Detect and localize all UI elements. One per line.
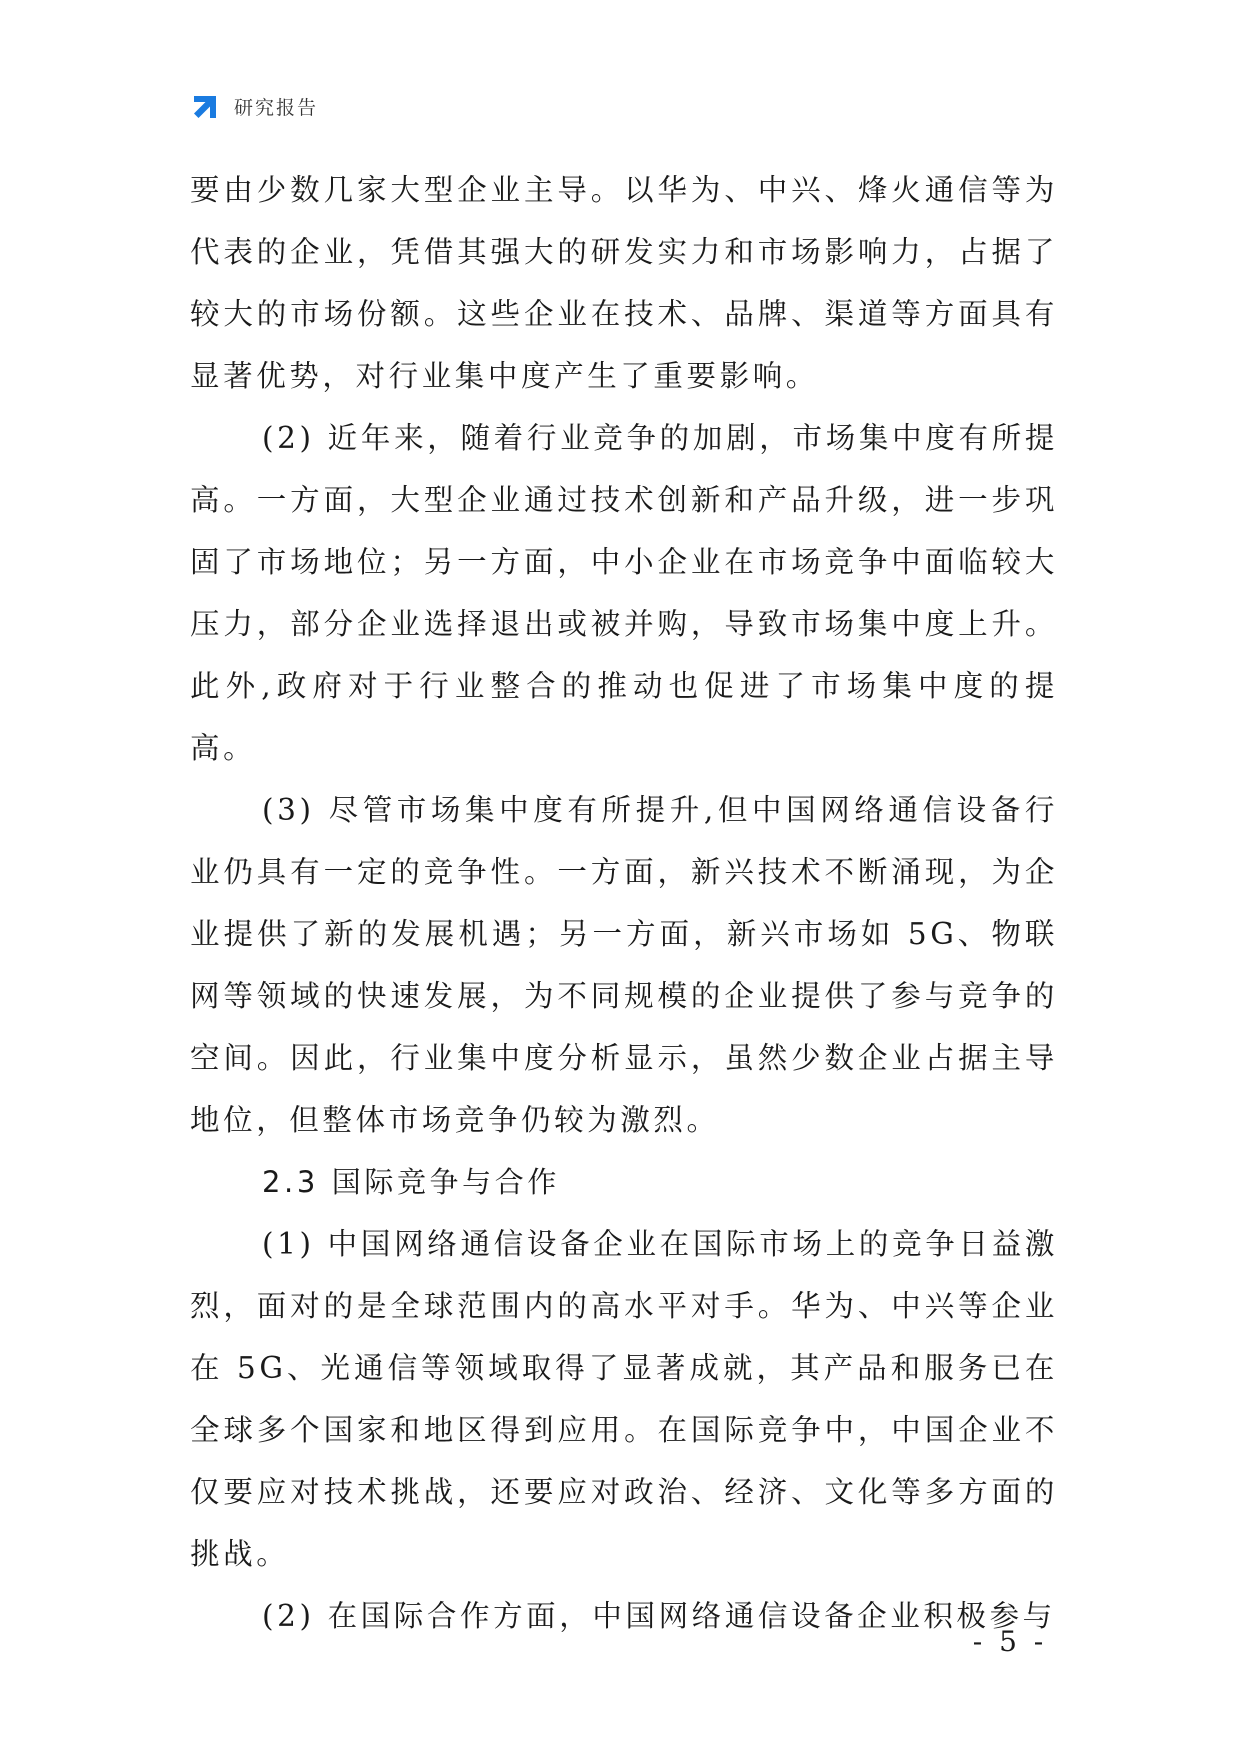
- page-number: - 5 -: [972, 1625, 1048, 1658]
- section-heading: 2.3 国际竞争与合作: [262, 1165, 560, 1199]
- report-header: [190, 88, 318, 124]
- paragraph-3: (3) 尽管市场集中度有所提升,但中国网络通信设备行业仍具有一定的竞争性。一方面，新兴技术不断涌现，为企业提供了新的发展机遇；另一方面，新兴市场如 5G、物联网等领域的快速发展，为不同规模的企业提供了参与竞争的空间。因此，行业集中度分析显示，虽然少数企业占据主导地位，但整体市场竞争仍较为激烈。: [190, 793, 1058, 1137]
- arrow-logo-icon: [190, 90, 222, 122]
- paragraph-2: (2) 近年来，随着行业竞争的加剧，市场集中度有所提高。一方面，大型企业通过技术创新和产品升级，进一步巩固了市场地位；另一方面，中小企业在市场竞争中面临较大压力，部分企业选择退出或被并购，导致市场集中度上升。此外,政府对于行业整合的推动也促进了市场集中度的提高。: [190, 421, 1058, 765]
- paragraph-1: 要由少数几家大型企业主导。以华为、中兴、烽火通信等为代表的企业，凭借其强大的研发实力和市场影响力，占据了较大的市场份额。这些企业在技术、品牌、渠道等方面具有显著优势，对行业集中度产生了重要影响。: [190, 173, 1058, 393]
- document-body: [190, 159, 1058, 1647]
- paragraph-5: (2) 在国际合作方面，中国网络通信设备企业积极参与: [262, 1599, 1056, 1633]
- paragraph-4: (1) 中国网络通信设备企业在国际市场上的竞争日益激烈，面对的是全球范围内的高水平对手。华为、中兴等企业在 5G、光通信等领域取得了显著成就，其产品和服务已在全球多个国家和地区得到应用。在国际竞争中，中国企业不仅要应对技术挑战，还要应对政治、经济、文化等多方面的挑战。: [190, 1227, 1058, 1571]
- header-title: 研究报告: [234, 96, 319, 119]
